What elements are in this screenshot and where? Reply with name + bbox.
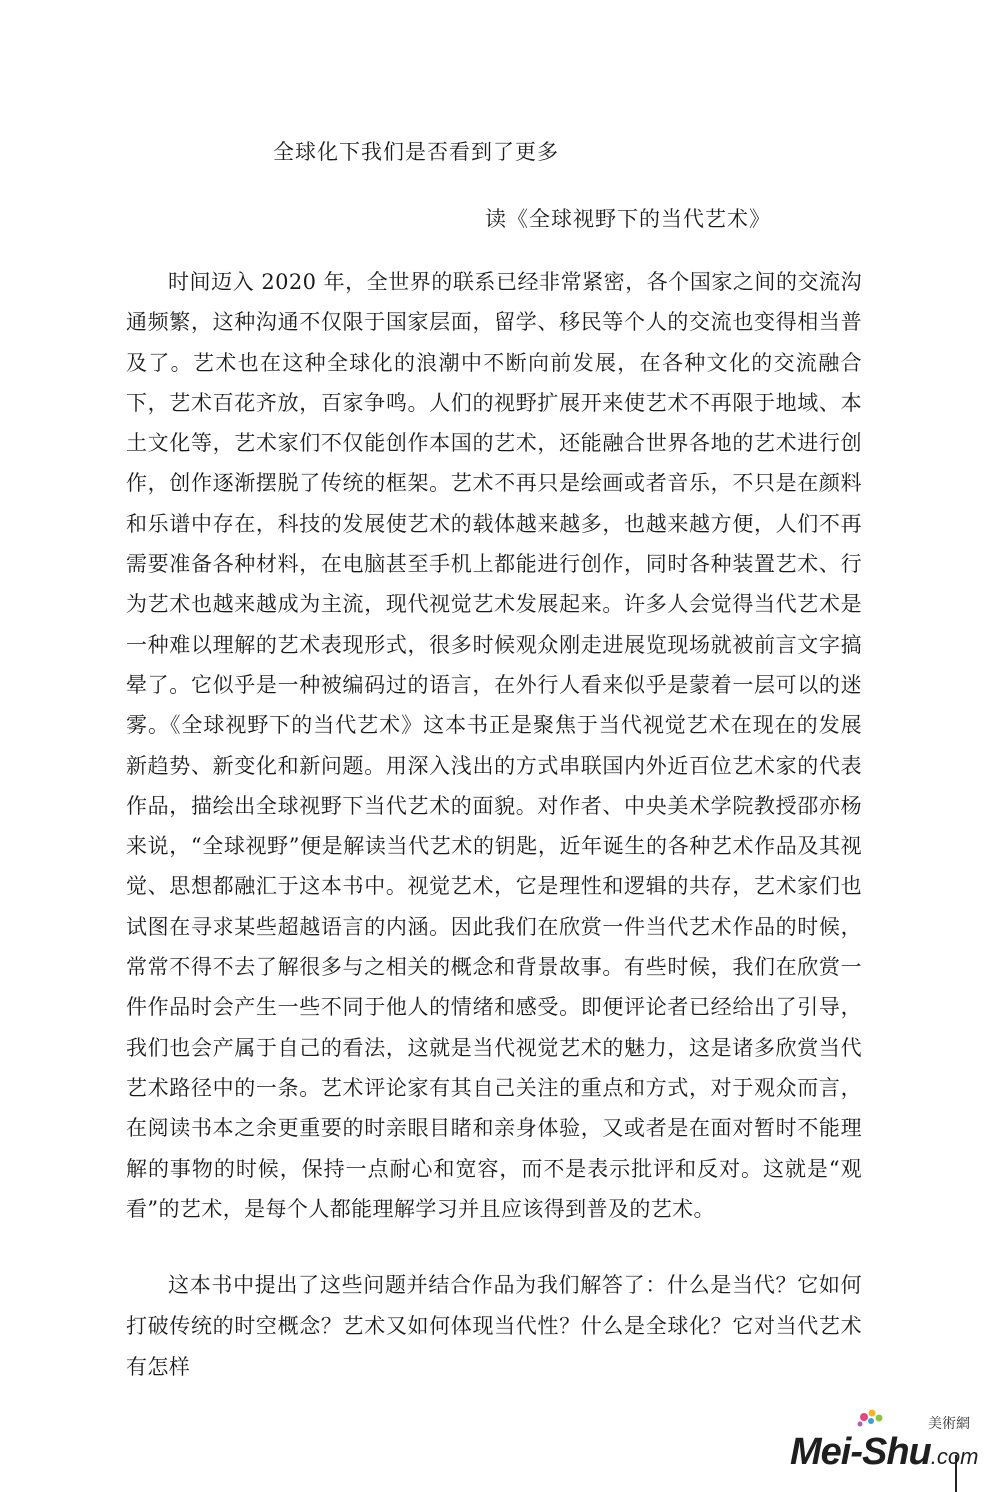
- body-paragraph-2: 这本书中提出了这些问题并结合作品为我们解答了：什么是当代？它如何打破传统的时空概念？艺术又如何体现当代性？什么是全球化？它对当代艺术有怎样: [126, 1273, 862, 1379]
- watermark-brand-text: [790, 1431, 978, 1474]
- meishu-watermark-logo: [790, 1405, 980, 1475]
- watermark-chinese-text: 美術網: [928, 1416, 970, 1432]
- watermark-domain: .com: [930, 1444, 979, 1469]
- watermark-brand: Mei-Shu: [790, 1431, 931, 1473]
- body-paragraph-1: 时间迈入 2020 年，全世界的联系已经非常紧密，各个国家之间的交流沟通频繁，这种沟通不仅限于国家层面，留学、移民等个人的交流也变得相当普及了。艺术也在这种全球化的浪潮中不断向前发展，在各种文化的交流融合下，艺术百花齐放，百家争鸣。人们的视野扩展开来使艺术不再限于地域、本土文化等，艺术家们不仅能创作本国的艺术，还能融合世界各地的艺术进行创作，创作逐渐摆脱了传统的框架。艺术不再只是绘画或者音乐，不只是在颜料和乐谱中存在，科技的发展使艺术的载体越来越多，也越来越方便，人们不再需要准备各种材料，在电脑甚至手机上都能进行创作，同时各种装置艺术、行为艺术也越来越成为主流，现代视觉艺术发展起来。许多人会觉得当代艺术是一种难以理解的艺术表现形式，很多时候观众刚走进展览现场就被前言文字搞晕了。它似乎是一种被编码过的语言，在外行人看来似乎是蒙着一层可以的迷雾。《全球视野下的当代艺术》这本书正是聚焦于当代视觉艺术在现在的发展新趋势、新变化和新问题。用深入浅出的方式串联国内外近百位艺术家的代表作品，描绘出全球视野下当代艺术的面貌。对作者、中央美术学院教授邵亦杨来说，“全球视野”便是解读当代艺术的钥匙，近年诞生的各种艺术作品及其视觉、思想都融汇于这本书中。视觉艺术，它是理性和逻辑的共存，艺术家们也试图在寻求某些超越语言的内涵。因此我们在欣赏一件当代艺术作品的时候，常常不得不去了解很多与之相关的概念和背景故事。有些时候，我们在欣赏一件作品时会产生一些不同于他人的情绪和感受。即便评论者已经给出了引导，我们也会产属于自己的看法，这就是当代视觉艺术的魅力，这是诸多欣赏当代艺术路径中的一条。艺术评论家有其自己关注的重点和方式，对于观众而言，在阅读书本之余更重要的时亲眼目睹和亲身体验，又或者是在面对暂时不能理解的事物的时候，保持一点耐心和宽容，而不是表示批评和反对。这就是“观看”的艺术，是每个人都能理解学习并且应该得到普及的艺术。: [126, 270, 862, 1221]
- article-subtitle: 读《全球视野下的当代艺术》: [485, 207, 771, 231]
- article-title: 全球化下我们是否看到了更多: [273, 140, 559, 164]
